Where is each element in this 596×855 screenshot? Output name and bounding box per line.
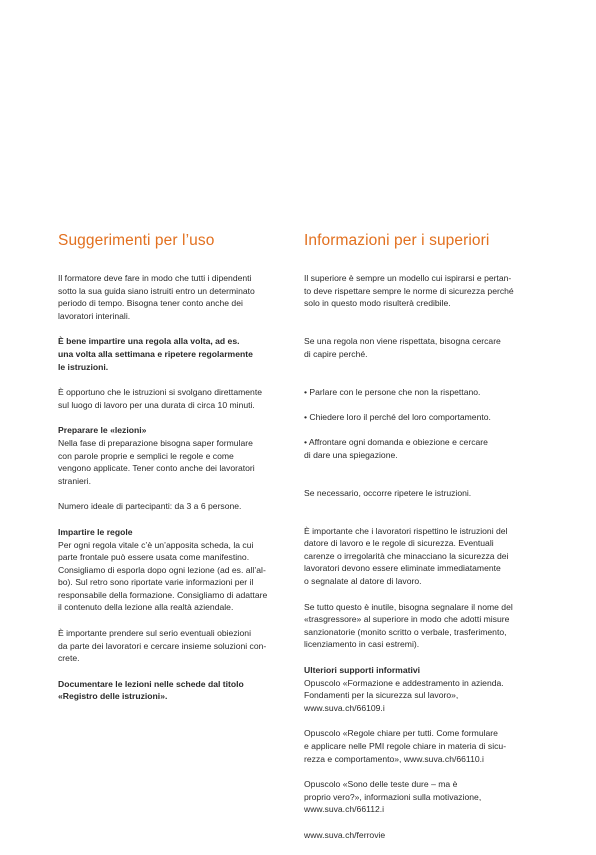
section-heading-superiors: Informazioni per i superiori	[304, 232, 490, 249]
subsection-body-prepare: Nella fase di preparazione bisogna saper formulare con parole proprie e semplici le regole e come vengono applicate. Tener conto anche dei lavoratori stranieri.	[58, 437, 255, 486]
paragraph-rule-violations	[304, 323, 544, 512]
paragraph-participants: Numero ideale di partecipanti: da 3 a 6 persone.	[58, 501, 242, 512]
paragraph-rule-violations-intro: Se una regola non viene rispettata, bisogna cercare di capire perché.	[304, 336, 501, 359]
paragraph-objections: È importante prendere sul serio eventuali obiezioni da parte dei lavoratori e cercare insieme soluzioni con- crete.	[58, 628, 267, 664]
paragraph-brochure-motivation: Opuscolo «Sono delle teste dure – ma è proprio vero?», informazioni sulla motivazione, www.suva.ch/66112.i	[304, 779, 482, 815]
right-column	[304, 231, 544, 855]
link-suva-ferrovie[interactable]: www.suva.ch/ferrovie	[304, 829, 386, 840]
paragraph-location: È opportuno che le istruzioni si svolgano direttamente sul luogo di lavoro per una durata di circa 10 minuti.	[58, 387, 262, 410]
list-item: • Chiedere loro il perché del loro comportamento.	[304, 411, 491, 422]
subsection-prepare	[58, 424, 298, 487]
section-heading-usage: Suggerimenti per l’uso	[58, 232, 215, 249]
paragraph-document: Documentare le lezioni nelle schede dal titolo «Registro delle istruzioni».	[58, 678, 244, 702]
subsection-title-teach: Impartire le regole	[58, 526, 133, 537]
paragraph-compliance: È importante che i lavoratori rispettino le istruzioni del datore di lavoro e le regole di sicurezza. Eventuali carenze o irregolarità che minacciano la sicurezza dei lavoratori devono essere eliminate immediatamente o segnalate al datore di lavoro.	[304, 525, 509, 587]
paragraph-one-rule: È bene impartire una regola alla volta, ad es. una volta alla settimana e ripetere regolarmente le istruzioni.	[58, 336, 253, 372]
bullet-list	[304, 373, 544, 474]
list-item: • Parlare con le persone che non la rispettano.	[304, 386, 481, 397]
subsection-title-prepare: Preparare le «lezioni»	[58, 425, 147, 436]
paragraph-escalation: Se tutto questo è inutile, bisogna segnalare il nome del «trasgressore» al superiore in modo che adotti misure sanzionatorie (monito scritto o verbale, trasferimento, licenziamento in casi estremi).	[304, 601, 513, 650]
paragraph-brochure-rules: Opuscolo «Regole chiare per tutti. Come formulare e applicare nelle PMI regole chiare in materia di sicu- rezza e comportamento», www.suva.ch/66110.i	[304, 728, 507, 764]
subsection-resources	[304, 664, 544, 714]
subsection-teach	[58, 526, 298, 614]
subsection-body-teach: Per ogni regola vitale c’è un’apposita scheda, la cui parte frontale può essere usata come manifestino. Consigliamo di esporla dopo ogni lezione (ad es. all’al- bo). Sul retro sono riportate varie informazioni per il responsabile della formazione. Consigliamo di adattare il contenuto della lezione alla realtà aziendale.	[58, 539, 268, 613]
subsection-body-resources: Opuscolo «Formazione e addestramento in azienda. Fondamenti per la sicurezza sul lavoro», www.suva.ch/66109.i	[304, 677, 504, 713]
subsection-title-resources: Ulteriori supporti informativi	[304, 665, 421, 676]
paragraph-repeat: Se necessario, occorre ripetere le istruzioni.	[304, 487, 472, 498]
list-item: • Affrontare ogni domanda e obiezione e cercare di dare una spiegazione.	[304, 437, 488, 460]
left-column	[58, 231, 298, 716]
paragraph-intro: Il formatore deve fare in modo che tutti i dipendenti sotto la sua guida siano istruiti entro un determinato periodo di tempo. Bisogna tener conto anche dei lavoratori interinali.	[58, 273, 255, 321]
paragraph-role-model: Il superiore è sempre un modello cui ispirarsi e pertan- to deve rispettare sempre le norme di sicurezza perché solo in questo modo risulterà credibile.	[304, 273, 514, 309]
